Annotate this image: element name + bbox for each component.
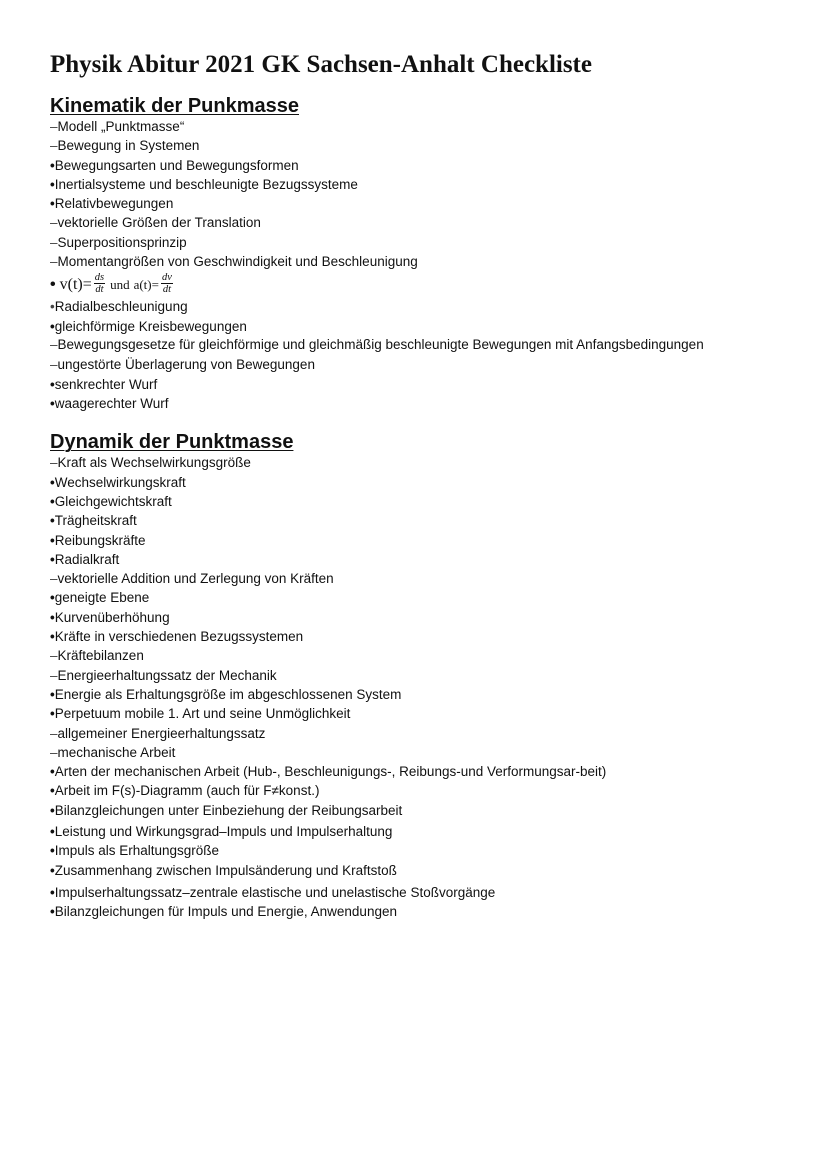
list-item-text: Energie als Erhaltungsgröße im abgeschlossenen System [54,686,402,702]
list-item [50,861,790,880]
list-item-text: Impuls als Erhaltungsgröße [54,843,220,859]
list-item-text: Perpetuum mobile 1. Art und seine Unmöglichkeit [54,706,351,722]
bullet-marker: • [50,196,55,212]
list-item-text: Wechselwirkungskraft [54,474,186,490]
document-page [50,50,790,921]
list-item [50,156,790,175]
formula-connector: und [110,276,130,292]
list-item-text: Zusammenhang zwischen Impulsänderung und Kraftstoß [54,862,397,878]
list-item-text: Kurvenüberhöhung [54,609,170,625]
bullet-marker: • [50,843,55,859]
dash-marker: – [50,725,58,741]
bullet-marker: • [50,493,55,509]
list-item-text: Bewegungsarten und Bewegungsformen [54,157,299,173]
bullet-marker: • [50,884,55,900]
list-item-text: ungestörte Überlagerung von Bewegungen [57,357,315,373]
fraction-denominator: dt [162,283,171,295]
dash-marker: – [50,119,58,134]
list-item [50,355,790,374]
list-item [50,336,790,356]
dash-marker: – [50,234,58,250]
bullet-marker: • [50,609,55,625]
section-heading-kinematik: Kinematik der Punkmasse [50,95,299,117]
dash-marker: – [50,571,58,587]
list-item [50,704,790,723]
bullet-marker: • [50,764,55,780]
list-item-text: waagerechter Wurf [54,396,169,412]
fraction-ds-dt [94,272,105,295]
list-item [50,550,790,569]
list-item [50,473,790,492]
bullet-marker: • [50,318,55,334]
fraction-dv-dt [161,272,173,295]
list-item-text: vektorielle Größen der Translation [57,215,261,231]
list-item-text: Leistung und Wirkungsgrad–Impuls und Impulserhaltung [54,824,393,839]
list-item-text: Arbeit im F(s)-Diagramm (auch für F≠konst.) [54,783,320,799]
list-item-text: geneigte Ebene [54,590,150,606]
bullet-marker: • [50,396,55,412]
list-item [50,531,790,550]
bullet-marker: • [50,590,55,606]
checklist-dynamik [50,453,790,921]
list-item-text: Reibungskräfte [54,532,146,548]
list-item [50,841,790,860]
list-item [50,627,790,646]
list-item [50,724,790,743]
list-item-text: Gleichgewichtskraft [54,493,172,509]
list-item [50,233,790,252]
dash-marker: – [50,667,58,683]
bullet-marker: • [50,275,56,293]
list-item-text: Bewegung in Systemen [57,138,200,154]
list-item [50,820,790,841]
bullet-marker: • [50,904,55,920]
list-item [50,588,790,607]
list-item-text: mechanische Arbeit [57,744,176,760]
bullet-marker: • [50,802,55,818]
dash-marker: – [50,254,58,270]
list-item-text: gleichförmige Kreisbewegungen [54,318,247,334]
list-item-text: Bewegungsgesetze für gleichförmige und gleichmäßig beschleunigte Bewegungen mit Anfangsbedingungen [57,336,704,352]
section-kinematik [50,95,790,413]
list-item [50,762,790,781]
list-item [50,880,790,902]
dash-marker: – [50,744,58,760]
list-item [50,394,790,413]
list-item [50,646,790,665]
bullet-marker: • [50,532,55,548]
list-item [50,685,790,704]
bullet-marker: • [50,783,55,799]
fraction-numerator: ds [94,271,105,283]
list-item [50,453,790,472]
dash-marker: – [50,336,58,352]
list-item [50,781,790,800]
list-item-text: Superpositionsprinzip [57,234,187,250]
list-item [50,136,790,155]
fraction-denominator: dt [95,283,104,295]
bullet-marker: • [50,824,55,839]
dash-marker: – [50,138,58,154]
list-item [50,608,790,627]
list-item-text: Impulserhaltungssatz–zentrale elastische und unelastische Stoßvorgänge [54,884,496,900]
formula-velocity-lhs: v(t)= [59,275,92,293]
bullet-marker: • [50,706,55,722]
list-item-text: Relativbewegungen [54,196,174,212]
dash-marker: – [50,357,58,373]
section-dynamik [50,431,790,921]
bullet-marker: • [50,176,55,192]
list-item-text: Kraft als Wechselwirkungsgröße [57,455,251,471]
document-title: Physik Abitur 2021 GK Sachsen-Anhalt Checkliste [50,51,592,78]
bullet-marker: • [50,551,55,567]
checklist-kinematik [50,117,790,413]
list-item [50,569,790,588]
list-item [50,175,790,194]
list-item-text: vektorielle Addition und Zerlegung von Kräften [57,571,334,587]
formula-item [50,271,790,297]
list-item-text: allgemeiner Energieerhaltungssatz [57,725,266,741]
dash-marker: – [50,215,58,231]
list-item [50,252,790,271]
dash-marker: – [50,648,58,664]
list-item [50,666,790,685]
bullet-marker: • [50,686,55,702]
list-item [50,194,790,213]
bullet-marker: • [50,862,55,878]
dash-marker: • [50,299,55,315]
list-item-text: Modell „Punktmasse“ [57,119,185,134]
bullet-marker: • [50,513,55,529]
fraction-numerator: dv [161,271,172,283]
list-item [50,375,790,394]
list-item [50,117,790,136]
list-item-text: Inertialsysteme und beschleunigte Bezugssysteme [54,176,358,192]
list-item-text: Energieerhaltungssatz der Mechanik [57,667,277,683]
section-heading-dynamik: Dynamik der Punktmasse [50,431,294,454]
formula-acceleration-lhs: a(t)= [133,276,159,292]
list-item-text: senkrechter Wurf [54,376,158,392]
list-item [50,317,790,336]
list-item [50,902,790,921]
list-item [50,511,790,530]
bullet-marker: • [50,376,55,392]
bullet-marker: • [50,629,55,645]
list-item-text: Radialbeschleunigung [54,299,188,315]
list-item-text: Bilanzgleichungen für Impuls und Energie, Anwendungen [54,904,397,920]
list-item-text: Arten der mechanischen Arbeit (Hub-, Beschleunigungs-, Reibungs-und Verformungsar-beit) [54,764,607,780]
list-item [50,492,790,511]
list-item-text: Radialkraft [54,551,120,567]
bullet-marker: • [50,474,55,490]
list-item [50,213,790,232]
list-item-text: Kräftebilanzen [57,648,144,664]
dash-marker: – [50,455,58,471]
list-item [50,297,790,316]
list-item [50,801,790,820]
list-item-text: Momentangrößen von Geschwindigkeit und Beschleunigung [57,254,418,270]
list-item-text: Trägheitskraft [54,513,137,529]
bullet-marker: • [50,157,55,173]
list-item [50,743,790,762]
list-item-text: Kräfte in verschiedenen Bezugssystemen [54,629,304,645]
list-item-text: Bilanzgleichungen unter Einbeziehung der Reibungsarbeit [54,802,403,818]
